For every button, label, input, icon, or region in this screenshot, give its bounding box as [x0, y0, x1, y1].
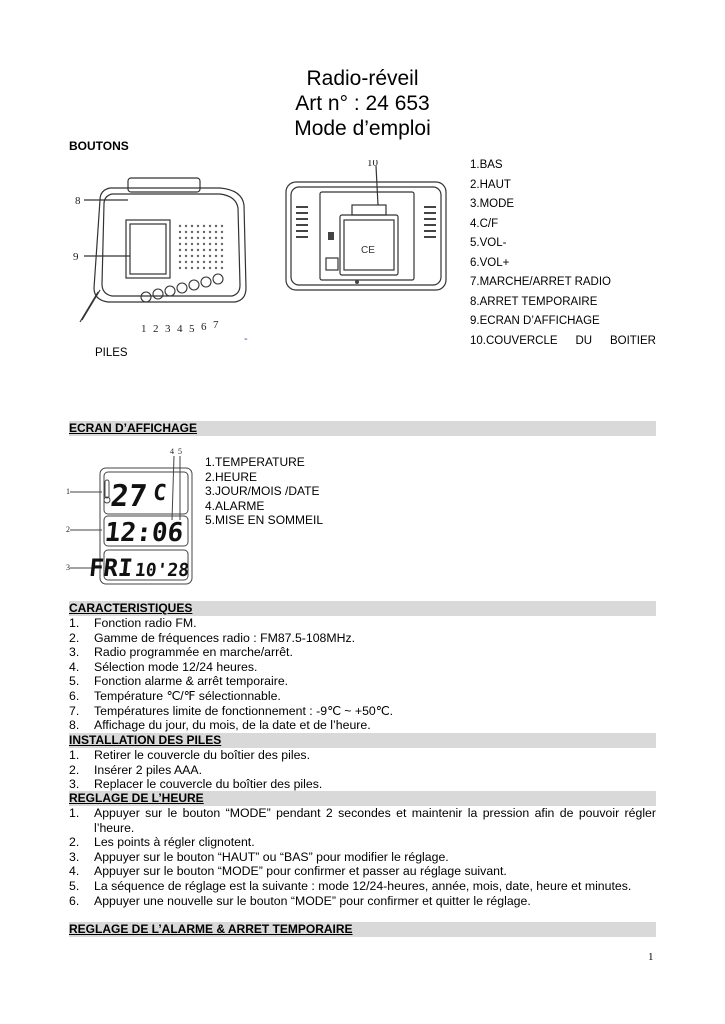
button-item: 3.MODE — [470, 198, 515, 210]
battery-install-list — [69, 748, 656, 792]
list-item: 2. Les points à régler clignotent. — [69, 835, 255, 850]
lcd-display-illustration — [66, 446, 196, 588]
callout-8: 8 — [75, 195, 81, 207]
display-item: 2.HEURE — [205, 469, 258, 484]
stray-dash: - — [244, 333, 248, 345]
button-item: 2.HAUT — [470, 178, 511, 191]
section-heading-caracteristiques: CARACTERISTIQUES — [69, 601, 656, 616]
button-item: 9.ECRAN D’AFFICHAGE — [470, 315, 600, 327]
button-item: 7.MARCHE/ARRET RADIO — [470, 276, 612, 288]
display-item: 4.ALARME — [205, 498, 265, 513]
radio-front-illustration — [70, 170, 250, 340]
section-heading-reglage-alarme: REGLAGE DE L’ALARME & ARRET TEMPORAIRE — [69, 922, 656, 937]
callout-1: 1 — [141, 323, 147, 335]
page-number: 1 — [648, 951, 654, 963]
list-item: 6. Température ℃/℉ sélectionnable. — [69, 688, 281, 703]
display-item: 5.MISE EN SOMMEIL — [205, 513, 324, 528]
lcd-callout-4: 4 — [170, 447, 174, 456]
lcd-callout-1: 1 — [66, 487, 70, 496]
list-item: 2. Insérer 2 piles AAA. — [69, 762, 202, 777]
button-item-10-part: DU — [575, 334, 593, 347]
radio-back-illustration — [282, 160, 452, 300]
list-item: 6. Appuyer une nouvelle sur le bouton “MODE” pour confirmer et quitter le réglage. — [69, 893, 531, 908]
section-heading-installation: INSTALLATION DES PILES — [69, 733, 656, 748]
callout-3: 3 — [165, 323, 171, 335]
display-item: 3.JOUR/MOIS /DATE — [205, 484, 320, 499]
button-item: 6.VOL+ — [470, 256, 510, 269]
list-item: 2. Gamme de fréquences radio : FM87.5-108MHz. — [69, 630, 356, 645]
lcd-day: FRI — [87, 554, 134, 582]
button-item-10-part: BOITIER — [609, 334, 656, 347]
display-items-list — [205, 455, 323, 528]
list-item: 1. Appuyer sur le bouton “MODE” pendant 2 secondes et maintenir la pression afin de pouvoir régler l’heure. — [69, 806, 656, 835]
button-item-10 — [470, 332, 656, 352]
button-item: 4.C/F — [470, 217, 499, 230]
button-item-10-part: 10.COUVERCLE — [470, 334, 558, 347]
list-item: 3. Appuyer sur le bouton “HAUT” ou “BAS” pour modifier le réglage. — [69, 849, 449, 864]
list-item: 5. La séquence de réglage est la suivante : mode 12/24-heures, année, mois, date, heure et minutes. — [69, 878, 632, 893]
lcd-time: 12:06 — [103, 518, 185, 548]
callout-10: 10 — [367, 160, 378, 169]
lcd-temperature-unit: C — [151, 481, 168, 506]
ce-mark: CE — [361, 245, 375, 256]
lcd-date: 10'28 — [133, 560, 191, 581]
features-list — [69, 616, 656, 733]
callout-7: 7 — [213, 319, 219, 331]
lcd-callout-5: 5 — [178, 447, 182, 456]
list-item: 8. Affichage du jour, du mois, de la date et de l’heure. — [69, 718, 371, 733]
boutons-heading: BOUTONS — [69, 139, 129, 153]
section-heading-ecran: ECRAN D’AFFICHAGE — [69, 421, 656, 436]
button-item: 5.VOL- — [470, 237, 507, 249]
list-item: 1. Fonction radio FM. — [69, 616, 197, 630]
display-item: 1.TEMPERATURE — [205, 455, 305, 469]
document-title-article-number: Art n° : 24 653 — [295, 92, 430, 115]
lcd-callout-2: 2 — [66, 525, 70, 534]
section-heading-reglage-heure: REGLAGE DE L’HEURE — [69, 791, 656, 806]
callout-6: 6 — [201, 321, 207, 333]
buttons-list — [470, 156, 656, 351]
document-title-line3: Mode d’emploi — [294, 117, 431, 140]
callout-2: 2 — [153, 323, 159, 335]
list-item: 3. Radio programmée en marche/arrêt. — [69, 645, 293, 660]
list-item: 4. Appuyer sur le bouton “MODE” pour confirmer et passer au réglage suivant. — [69, 864, 507, 879]
time-setting-list — [69, 806, 656, 908]
list-item: 4. Sélection mode 12/24 heures. — [69, 659, 258, 674]
button-item: 8.ARRET TEMPORAIRE — [470, 295, 598, 308]
list-item: 1. Retirer le couvercle du boîtier des piles. — [69, 748, 310, 762]
callout-4: 4 — [177, 323, 183, 335]
list-item: 7. Températures limite de fonctionnement : -9℃ ~ +50℃. — [69, 703, 393, 718]
lcd-temperature: 27 — [108, 479, 149, 514]
list-item: 5. Fonction alarme & arrêt temporaire. — [69, 674, 289, 689]
document-title-line1: Radio-réveil — [306, 67, 419, 90]
callout-5: 5 — [189, 323, 195, 335]
list-item: 3. Replacer le couvercle du boîtier des piles. — [69, 777, 323, 792]
piles-label: PILES — [95, 347, 128, 359]
callout-9: 9 — [73, 251, 79, 263]
lcd-callout-3: 3 — [66, 563, 70, 572]
button-item: 1.BAS — [470, 159, 503, 171]
